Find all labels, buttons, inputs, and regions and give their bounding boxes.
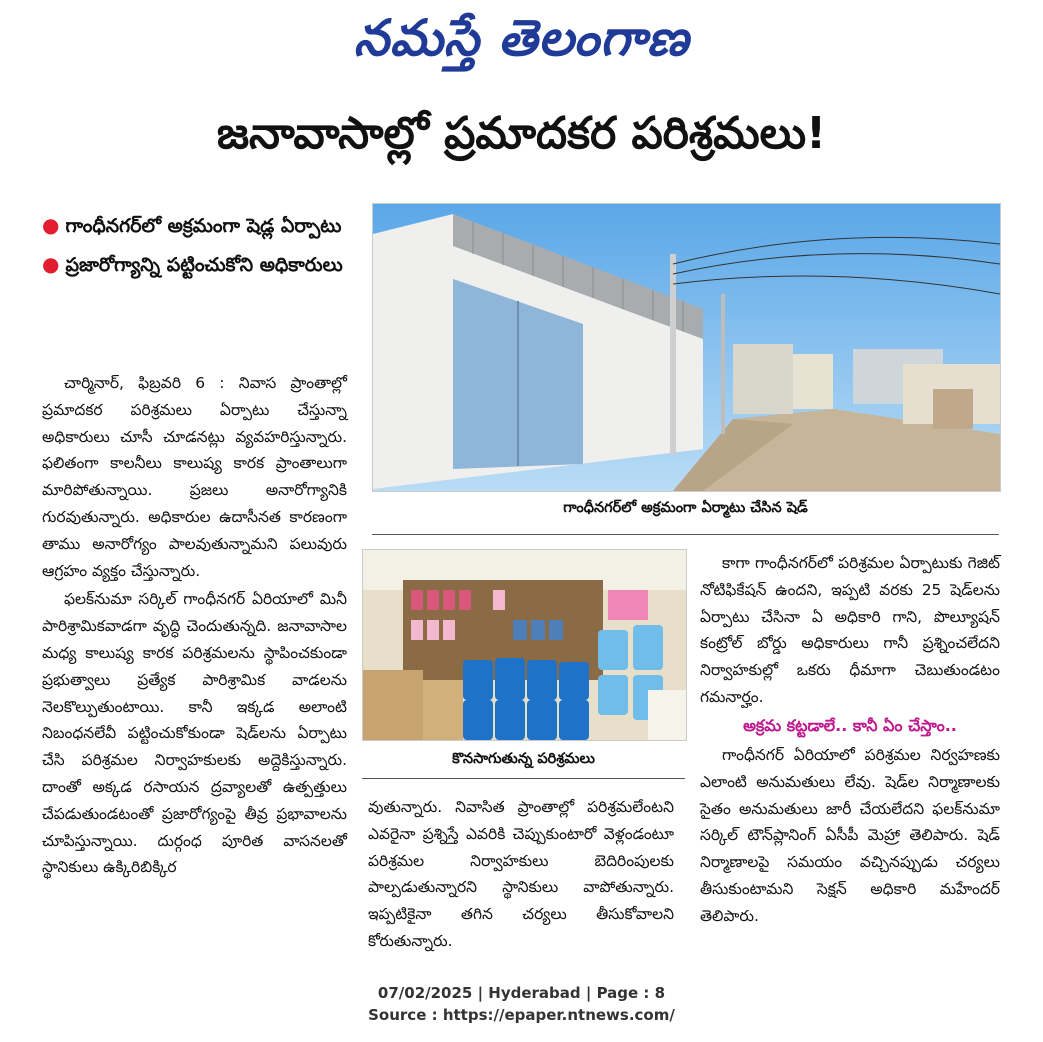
photo-shed xyxy=(372,203,1001,492)
divider xyxy=(362,778,685,779)
article-column-3-continued xyxy=(700,742,1000,930)
paragraph: వుతున్నారు. నివాసిత ప్రాంతాల్లో పరిశ్రమలేంటని ఎవరైనా ప్రశ్నిస్తే ఎవరికి చెప్పుకుంటారో వెళ్లండంటూ పరిశ్రమల నిర్వాహకులు బెదిరింపులకు పాల్పడుతున్నారని స్థానికులు వాపోతున్నారు. ఇప్పటికైనా తగిన చర్యలు తీసుకోవాలని కోరుతున్నారు. xyxy=(368,798,674,950)
highlight-item: ● గాంధీనగర్‌లో అక్రమంగా షెడ్ల ఏర్పాటు xyxy=(42,213,342,237)
photo-caption-small: కొనసాగుతున్న పరిశ్రమలు xyxy=(452,751,595,767)
paragraph: ఫలక్‌నుమా సర్కిల్ గాంధీనగర్ ఏరియాలో మినీ పారిశ్రామికవాడగా వృద్ధి చెందుతున్నది. జనావాసాల మధ్య కాలుష్య కారక పరిశ్రమలను స్థాపించకుండా ప్రభుత్వాలు ప్రత్యేక పారిశ్రామిక వాడలను నెలకొల్పుతుంటాయి. కానీ ఇక్కడ అలాంటి నిబంధనలేవీ పట్టించుకోకుండా షెడ్‌లను ఏర్పాటు చేసి పరిశ్రమల నిర్వాహకులకు అద్దెకిస్తున్నారు. దాంతో అక్కడ రసాయన ద్రవ్యాలతో ఉత్పత్తులు చేపడుతుండటంతో ప్రజారోగ్యంపై తీవ్ర ప్రభావాలను చూపిస్తున్నాయి. దుర్గంధ పూరిత వాసనలతో స్థానికులు ఉక్కిరిబిక్కిర xyxy=(42,590,347,877)
footer-source-link[interactable]: Source : https://epaper.ntnews.com/ xyxy=(368,1006,675,1024)
photo-caption-main: గాంధీనగర్‌లో అక్రమంగా ఏర్మాటు చేసిన షెడ్ xyxy=(563,500,808,516)
paragraph: కాగా గాంధీనగర్‌లో పరిశ్రమల ఏర్పాటుకు గెజిట్ నోటిఫికేషన్ ఉందని, ఇప్పటి వరకు 25 షెడ్‌లను ఏర్పాటు చేసినా ఏ అధికారి గాని, పొల్యూషన్ కంట్రోల్ బోర్డు అధికారులు గానీ ప్రశ్నించలేదని నిర్వాహకుల్లో ఒకరు ధీమాగా చెబుతుండటం గమనార్హం. xyxy=(700,554,1000,706)
paragraph: చార్మినార్, ఫిబ్రవరి 6 : నివాస ప్రాంతాల్లో ప్రమాదకర పరిశ్రమలు ఏర్పాటు చేస్తున్నా అధికారులు చూసీ చూడనట్లు వ్యవహరిస్తున్నారు. ఫలితంగా కాలనీలు కాలుష్య కారక ప్రాంతాలుగా మారిపోతున్నాయి. ప్రజలు అనారోగ్యానికి గురవుతున్నారు. అధికారుల ఉదాసీనత కారణంగా తాము అనారోగ్యం పాలవుతున్నామని పలువురు ఆగ్రహం వ్యక్తం చేస్తున్నారు. xyxy=(42,374,347,580)
bullet-icon: ● xyxy=(42,213,60,237)
article-column-3 xyxy=(700,550,1000,711)
shed-street-illustration xyxy=(373,204,1000,491)
article-column-2 xyxy=(368,794,674,955)
chemical-cans-illustration xyxy=(363,550,686,740)
newspaper-masthead: నమస్తే తెలంగాణ xyxy=(353,8,690,67)
photo-industry-stock xyxy=(362,549,687,741)
article-column-1 xyxy=(42,370,347,881)
divider xyxy=(372,534,999,535)
footer-date-line: 07/02/2025 | Hyderabad | Page : 8 xyxy=(377,984,666,1002)
article-highlights xyxy=(42,206,362,284)
article-headline: జనావాసాల్లో ప్రమాదకర పరిశ్రమలు! xyxy=(216,108,827,159)
highlight-item: ● ప్రజారోగ్యాన్ని పట్టించుకోని అధికారులు xyxy=(42,252,343,276)
paragraph: గాంధీనగర్ ఏరియాలో పరిశ్రమల నిర్వహణకు ఎలాంటి అనుమతులు లేవు. షెడ్‌ల నిర్మాణాలకు సైతం అనుమతులు జారీ చేయలేదని ఫలక్‌నుమా సర్కిల్ టౌన్‌ప్లానింగ్ ఏసీపీ మెహ్రా తెలిపారు. షెడ్ నిర్మాణాలపై సమయం వచ్చినప్పుడు చర్యలు తీసుకుంటామని సెక్షన్ అధికారి మహేందర్ తెలిపారు. xyxy=(700,746,1000,925)
bullet-icon: ● xyxy=(42,252,60,276)
section-subheading: అక్రమ కట్టడాలే.. కానీ ఏం చేస్తాం.. xyxy=(743,716,957,735)
